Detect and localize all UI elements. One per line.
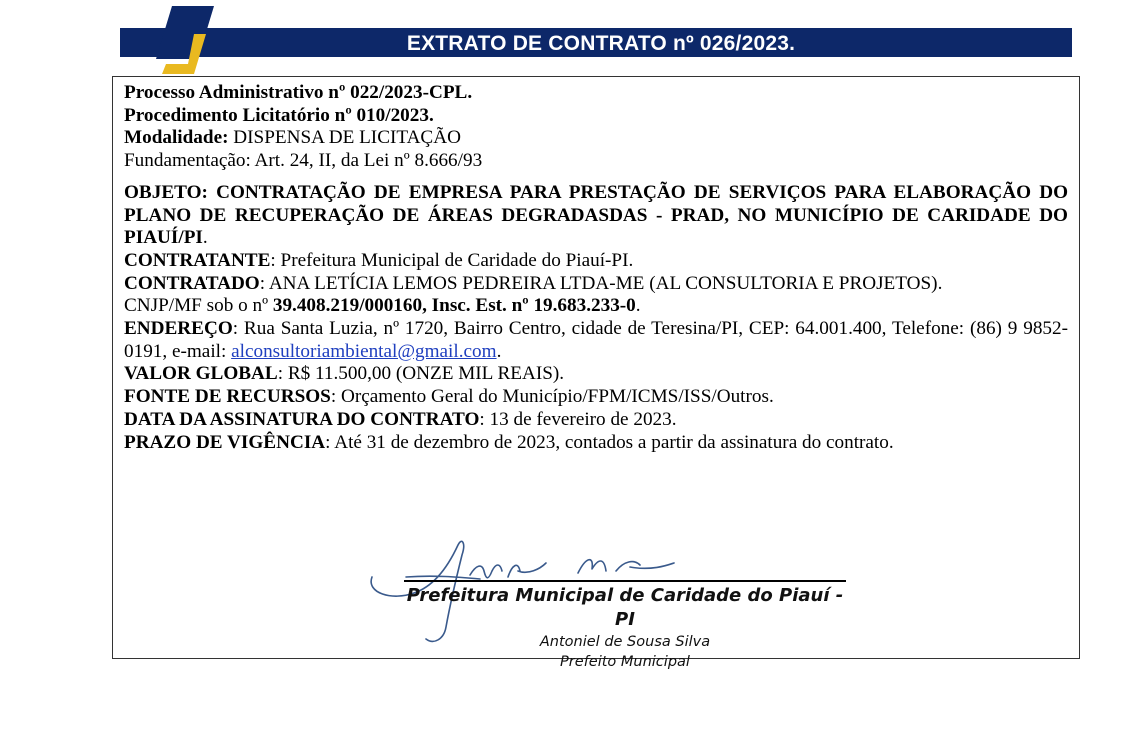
contratado-paragraph: CONTRATADO: ANA LETÍCIA LEMOS PEDREIRA LTDA-ME (AL CONSULTORIA E PROJETOS). bbox=[124, 272, 943, 294]
fonte-line: FONTE DE RECURSOS: Orçamento Geral do Município/FPM/ICMS/ISS/Outros. bbox=[124, 386, 774, 408]
logo-icon bbox=[152, 6, 222, 74]
processo-line: Processo Administrativo nº 022/2023-CPL. bbox=[124, 82, 473, 103]
prazo-line: PRAZO DE VIGÊNCIA: Até 31 de dezembro de 2023, contados a partir da assinatura do contrato. bbox=[124, 431, 894, 453]
document-title: EXTRATO DE CONTRATO nº 026/2023. bbox=[406, 32, 796, 55]
modalidade-line: Modalidade: DISPENSA DE LICITAÇÃO bbox=[124, 127, 461, 149]
signature-role: Prefeito Municipal bbox=[560, 654, 690, 670]
signature-block bbox=[404, 584, 846, 672]
endereco-paragraph: ENDEREÇO: Rua Santa Luzia, nº 1720, Bairro Centro, cidade de Teresina/PI, CEP: 64.001.400, Telefone: (86) 9 9852-0191, e-mail: alconsultoriambiental@gmail.com. bbox=[124, 318, 1068, 362]
procedimento-line: Procedimento Licitatório nº 010/2023. bbox=[124, 104, 434, 126]
data-assinatura-line: DATA DA ASSINATURA DO CONTRATO: 13 de fevereiro de 2023. bbox=[124, 408, 677, 430]
contract-extract-body bbox=[124, 82, 1068, 454]
email-link[interactable]: alconsultoriambiental@gmail.com bbox=[231, 340, 497, 362]
valor-line: VALOR GLOBAL: R$ 11.500,00 (ONZE MIL REAIS). bbox=[124, 363, 565, 385]
cnpj-line: CNJP/MF sob o nº 39.408.219/000160, Insc. Est. nº 19.683.233-0. bbox=[124, 295, 641, 317]
fundamentacao-line: Fundamentação: Art. 24, II, da Lei nº 8.666/93 bbox=[124, 150, 483, 172]
objeto-paragraph: OBJETO: CONTRATAÇÃO DE EMPRESA PARA PRESTAÇÃO DE SERVIÇOS PARA ELABORAÇÃO DO PLANO DE RECUPERAÇÃO DE ÁREAS DEGRADASDAS - PRAD, NO MUNICÍPIO DE CARIDADE DO PIAUÍ/PI. bbox=[124, 181, 1068, 249]
signature-name: Antoniel de Sousa Silva bbox=[539, 634, 711, 650]
header-banner bbox=[120, 28, 1072, 57]
signature-line bbox=[404, 580, 846, 582]
contratante-line: CONTRATANTE: Prefeitura Municipal de Caridade do Piauí-PI. bbox=[124, 249, 634, 271]
signature-organization: Prefeitura Municipal de Caridade do Piauí - PI bbox=[406, 585, 844, 630]
